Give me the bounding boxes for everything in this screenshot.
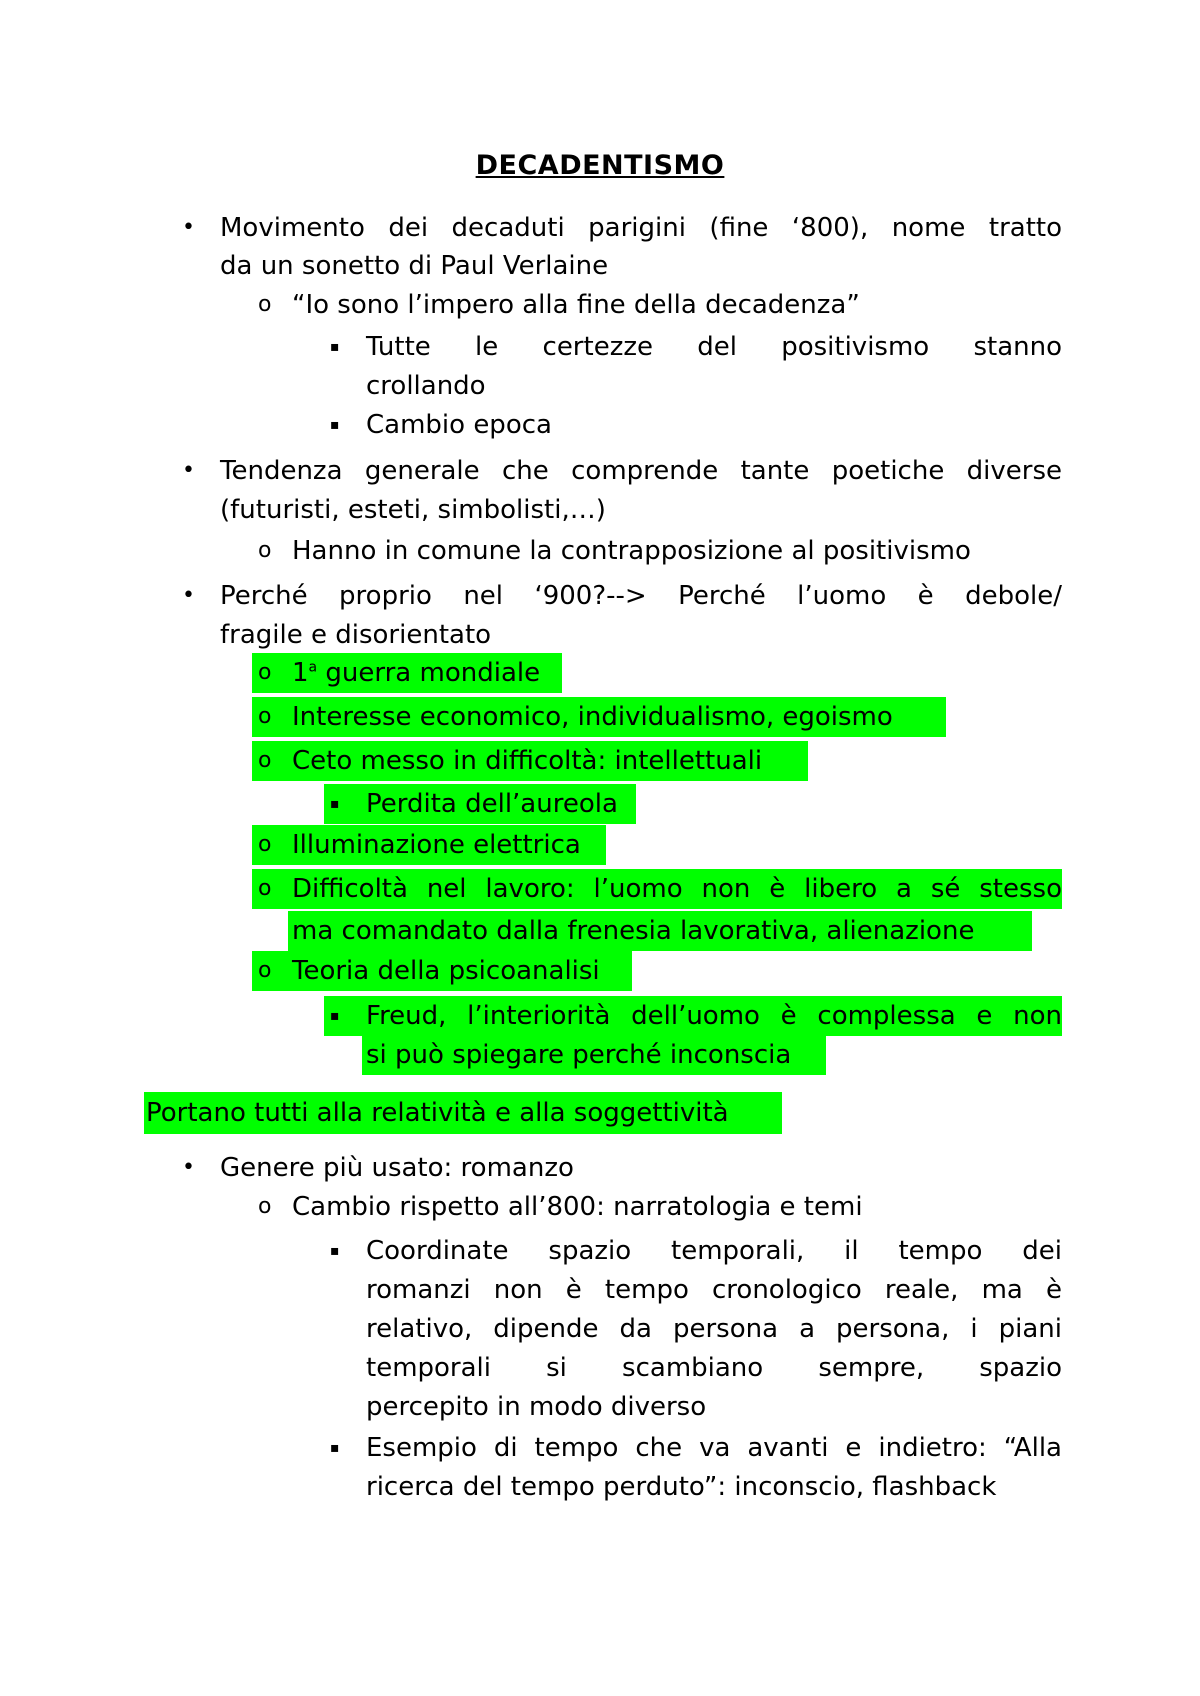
bullet-level2: o xyxy=(258,538,272,563)
bullet-level1: • xyxy=(182,1155,195,1180)
s3-line2: fragile e disorientato xyxy=(220,620,492,650)
s3-sub2: Interesse economico, individualismo, egoismo xyxy=(292,702,893,732)
conclusion: Portano tutti alla relatività e alla soggettività xyxy=(146,1098,729,1128)
bullet-level2: o xyxy=(258,704,272,729)
bullet-level2: o xyxy=(258,660,272,685)
s1-sub1a-line2: crollando xyxy=(366,371,486,401)
s3-sub5-line1: Difficoltà nel lavoro: l’uomo non è libero a sé stesso xyxy=(292,874,1062,904)
s2-line1: Tendenza generale che comprende tante poetiche diverse xyxy=(220,456,1062,486)
bullet-level3: ▪ xyxy=(330,417,340,433)
s1-sub1b: Cambio epoca xyxy=(366,410,552,440)
bullet-level3: ▪ xyxy=(330,1243,340,1259)
s3-sub6a-line2: si può spiegare perché inconscia xyxy=(366,1040,792,1070)
bullet-level3: ▪ xyxy=(330,339,340,355)
bullet-level1: • xyxy=(182,458,195,483)
s3-sub6: Teoria della psicoanalisi xyxy=(292,956,600,986)
s3-sub5-line2: ma comandato dalla frenesia lavorativa, alienazione xyxy=(292,916,975,946)
bullet-level3: ▪ xyxy=(330,796,340,812)
s3-line1: Perché proprio nel ‘900?--> Perché l’uomo è debole/ xyxy=(220,581,1062,611)
s1-sub1a-line1: Tutte le certezze del positivismo stanno xyxy=(366,332,1062,362)
s4-sub1a-line4: temporali si scambiano sempre, spazio xyxy=(366,1353,1062,1383)
bullet-level2: o xyxy=(258,958,272,983)
s1-sub1: “Io sono l’impero alla fine della decadenza” xyxy=(292,290,860,320)
s4-sub1a-line1: Coordinate spazio temporali, il tempo dei xyxy=(366,1236,1062,1266)
document-title: DECADENTISMO xyxy=(475,150,725,181)
s4-line1: Genere più usato: romanzo xyxy=(220,1153,574,1183)
bullet-level2: o xyxy=(258,832,272,857)
s4-sub1b-line2: ricerca del tempo perduto”: inconscio, flashback xyxy=(366,1472,997,1502)
s4-sub1b-line1: Esempio di tempo che va avanti e indietro: “Alla xyxy=(366,1433,1062,1463)
s4-sub1a-line5: percepito in modo diverso xyxy=(366,1392,707,1422)
bullet-level2: o xyxy=(258,748,272,773)
s4-sub1a-line3: relativo, dipende da persona a persona, i piani xyxy=(366,1314,1062,1344)
bullet-level2: o xyxy=(258,1194,272,1219)
bullet-level3: ▪ xyxy=(330,1440,340,1456)
s3-sub3: Ceto messo in difficoltà: intellettuali xyxy=(292,746,763,776)
bullet-level2: o xyxy=(258,292,272,317)
s4-sub1: Cambio rispetto all’800: narratologia e temi xyxy=(292,1192,863,1222)
s3-sub6a-line1: Freud, l’interiorità dell’uomo è complessa e non xyxy=(366,1001,1062,1031)
s4-sub1a-line2: romanzi non è tempo cronologico reale, ma è xyxy=(366,1275,1062,1305)
s3-sub4: Illuminazione elettrica xyxy=(292,830,581,860)
bullet-level1: • xyxy=(182,583,195,608)
s1-line1: Movimento dei decaduti parigini (fine ‘800), nome tratto xyxy=(220,213,1062,243)
s2-sub1: Hanno in comune la contrapposizione al positivismo xyxy=(292,536,971,566)
s2-line2: (futuristi, esteti, simbolisti,…) xyxy=(220,495,606,525)
bullet-level1: • xyxy=(182,215,195,240)
bullet-level2: o xyxy=(258,876,272,901)
s1-line2: da un sonetto di Paul Verlaine xyxy=(220,251,609,281)
s3-sub1: 1$^a$ guerra mondiale xyxy=(292,658,541,688)
s3-sub3a: Perdita dell’aureola xyxy=(366,789,618,819)
bullet-level3: ▪ xyxy=(330,1008,340,1024)
